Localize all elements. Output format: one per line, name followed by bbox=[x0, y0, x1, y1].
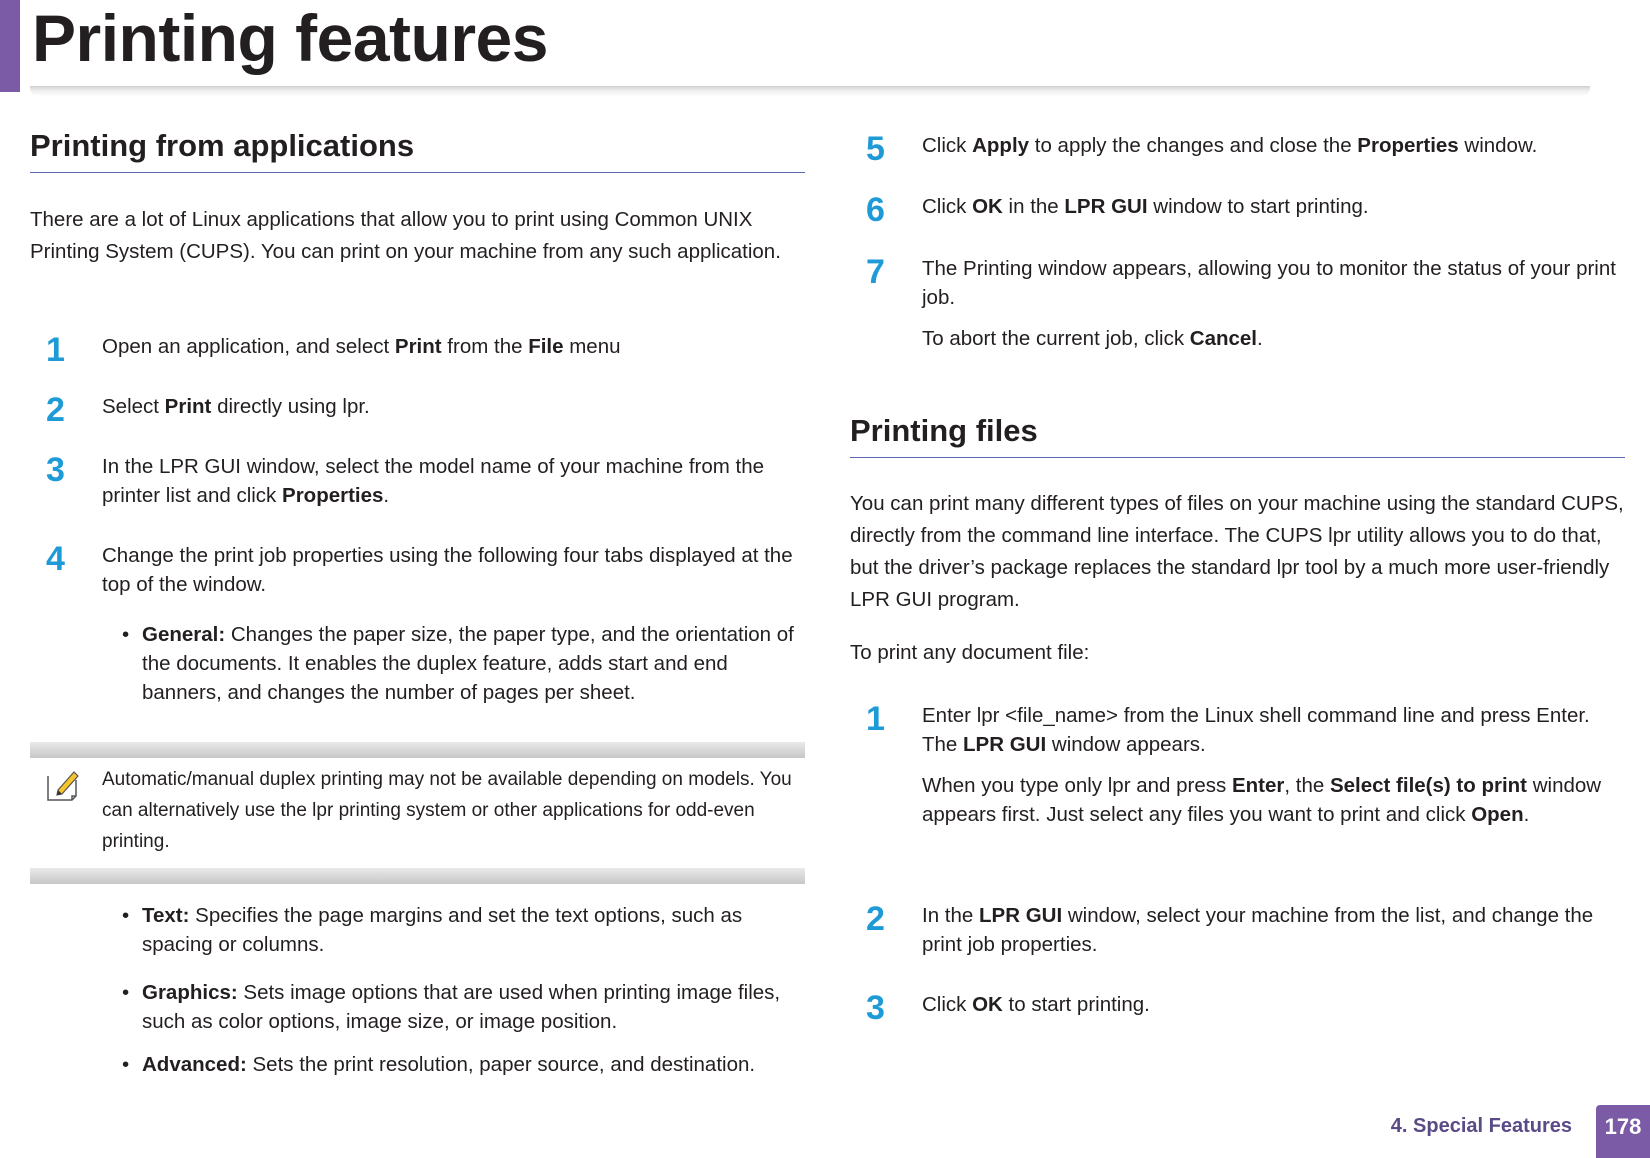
step-number: 4 bbox=[46, 540, 65, 578]
step-7: 7 The Printing window appears, allowing you to monitor the status of your print job. To abort the current job, click Cancel. bbox=[866, 253, 1616, 350]
step-number: 7 bbox=[866, 253, 885, 291]
step-number: 1 bbox=[866, 700, 885, 738]
intro-paragraph: There are a lot of Linux applications that allow you to print using Common UNIX Printing System (CUPS). You can print on your machine from any such application. bbox=[30, 208, 781, 263]
bullet-advanced: • Advanced: Sets the print resolution, paper source, and destination. bbox=[122, 1053, 756, 1076]
footer-chapter: 4. Special Features bbox=[1390, 1115, 1572, 1137]
note-top-bar bbox=[30, 742, 805, 758]
note-pencil-icon bbox=[44, 768, 80, 804]
note-text: Automatic/manual duplex printing may not be available depending on models. You can alternatively use the lpr printing system or other applications for odd-even printing. bbox=[102, 769, 792, 852]
header-accent-bar bbox=[0, 0, 20, 92]
page-number-badge: 178 bbox=[1596, 1105, 1650, 1158]
step-2: 2 Select Print directly using lpr. bbox=[46, 391, 370, 429]
step-6: 6 Click OK in the LPR GUI window to start printing. bbox=[866, 191, 1369, 229]
note-box bbox=[30, 742, 805, 884]
section-title-printing-from-applications: Printing from applications bbox=[30, 128, 805, 173]
files-step-3: 3 Click OK to start printing. bbox=[866, 989, 1150, 1027]
section-title-printing-files: Printing files bbox=[850, 413, 1625, 458]
step-5: 5 Click Apply to apply the changes and close the Properties window. bbox=[866, 130, 1538, 168]
printing-files-lead: To print any document file: bbox=[850, 641, 1090, 664]
step-number: 5 bbox=[866, 130, 885, 168]
bullet-text: • Text: Specifies the page margins and set the text options, such as spacing or columns. bbox=[122, 904, 743, 956]
note-bottom-bar bbox=[30, 868, 805, 884]
step-number: 1 bbox=[46, 331, 65, 369]
step-number: 2 bbox=[866, 900, 885, 938]
step-4: 4 Change the print job properties using the following four tabs displayed at the top of the window. bbox=[46, 540, 793, 596]
files-step-1: 1 Enter lpr <file_name> from the Linux shell command line and press Enter. The LPR GUI window appears. When you type only lpr and press Enter, the Select file(s) to print window appears first. Just select any files you want to print and click Open. bbox=[866, 700, 1602, 826]
printing-files-intro: You can print many different types of files on your machine using the standard CUPS, directly from the command line interface. The CUPS lpr utility allows you to do that, but the driver’s package replaces the standard lpr tool by a much more user-friendly LPR GUI program. bbox=[850, 492, 1624, 611]
step-3: 3 In the LPR GUI window, select the model name of your machine from the printer list and click Properties. bbox=[46, 451, 765, 507]
bullet-graphics: • Graphics: Sets image options that are used when printing image files, such as color options, image size, or image position. bbox=[122, 981, 781, 1033]
files-step-2: 2 In the LPR GUI window, select your machine from the list, and change the print job properties. bbox=[866, 900, 1594, 956]
step-number: 2 bbox=[46, 391, 65, 429]
step-number: 6 bbox=[866, 191, 885, 229]
step-1: 1 Open an application, and select Print from the File menu bbox=[46, 331, 621, 369]
step-number: 3 bbox=[866, 989, 885, 1027]
title-rule bbox=[30, 86, 1590, 96]
step-number: 3 bbox=[46, 451, 65, 489]
bullet-general: • General: Changes the paper size, the paper type, and the orientation of the documents. It enables the duplex feature, adds start and end banners, and changes the number of pages per sheet. bbox=[122, 623, 794, 704]
page-title: Printing features bbox=[32, 1, 548, 75]
